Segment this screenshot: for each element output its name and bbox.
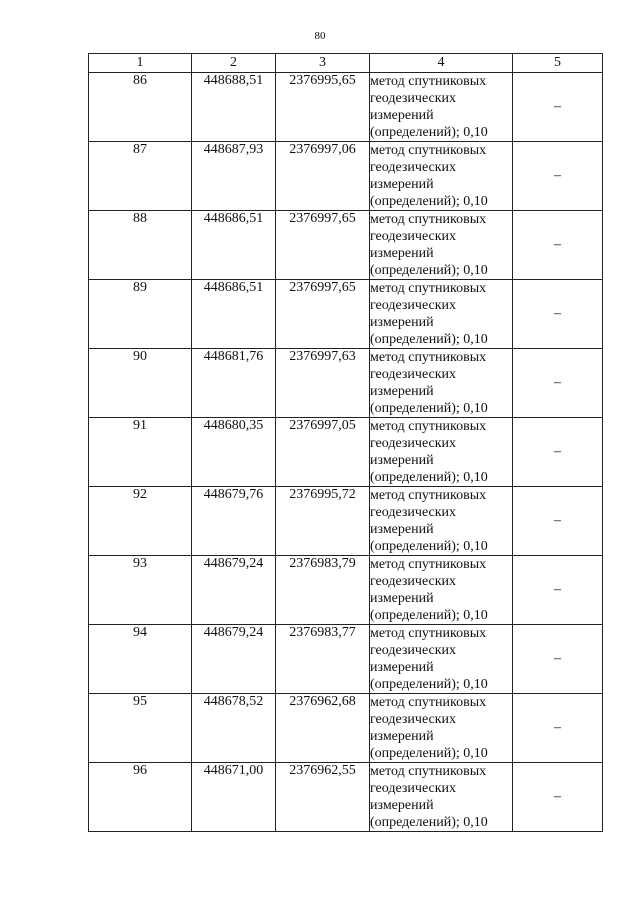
- point-number: 93: [89, 556, 192, 625]
- column-5-value: –: [513, 763, 603, 832]
- table-body: [89, 73, 603, 832]
- coordinate-x: 448686,51: [192, 211, 276, 280]
- column-5-value: –: [513, 73, 603, 142]
- column-5-value: –: [513, 349, 603, 418]
- method-description: метод спутниковых геодезических измерений (определений); 0,10: [370, 142, 513, 211]
- coordinate-y: 2376997,06: [276, 142, 370, 211]
- column-5-value: –: [513, 694, 603, 763]
- table-row: [89, 211, 603, 280]
- method-description: метод спутниковых геодезических измерений (определений); 0,10: [370, 211, 513, 280]
- method-description: метод спутниковых геодезических измерений (определений); 0,10: [370, 625, 513, 694]
- method-description: метод спутниковых геодезических измерений (определений); 0,10: [370, 73, 513, 142]
- table-row: [89, 349, 603, 418]
- coordinate-y: 2376962,68: [276, 694, 370, 763]
- table-row: [89, 280, 603, 349]
- method-description: метод спутниковых геодезических измерений (определений); 0,10: [370, 349, 513, 418]
- coordinate-y: 2376995,72: [276, 487, 370, 556]
- point-number: 86: [89, 73, 192, 142]
- coordinate-y: 2376983,79: [276, 556, 370, 625]
- table-row: [89, 142, 603, 211]
- coordinate-y: 2376997,65: [276, 211, 370, 280]
- point-number: 92: [89, 487, 192, 556]
- coordinate-y: 2376997,05: [276, 418, 370, 487]
- column-5-value: –: [513, 280, 603, 349]
- header-col-4: 4: [370, 54, 513, 73]
- point-number: 88: [89, 211, 192, 280]
- point-number: 89: [89, 280, 192, 349]
- table-row: [89, 763, 603, 832]
- table-row: [89, 625, 603, 694]
- method-description: метод спутниковых геодезических измерений (определений); 0,10: [370, 280, 513, 349]
- table-row: [89, 73, 603, 142]
- point-number: 95: [89, 694, 192, 763]
- header-col-5: 5: [513, 54, 603, 73]
- point-number: 91: [89, 418, 192, 487]
- coordinate-x: 448679,76: [192, 487, 276, 556]
- coordinate-x: 448687,93: [192, 142, 276, 211]
- coordinate-y: 2376997,63: [276, 349, 370, 418]
- column-5-value: –: [513, 211, 603, 280]
- column-5-value: –: [513, 556, 603, 625]
- column-5-value: –: [513, 418, 603, 487]
- table-row: [89, 487, 603, 556]
- header-col-1: 1: [89, 54, 192, 73]
- column-5-value: –: [513, 142, 603, 211]
- method-description: метод спутниковых геодезических измерений (определений); 0,10: [370, 694, 513, 763]
- coordinate-y: 2376983,77: [276, 625, 370, 694]
- coordinate-x: 448679,24: [192, 625, 276, 694]
- column-5-value: –: [513, 625, 603, 694]
- column-5-value: –: [513, 487, 603, 556]
- page-number: 80: [314, 30, 326, 42]
- coordinate-y: 2376962,55: [276, 763, 370, 832]
- method-description: метод спутниковых геодезических измерений (определений); 0,10: [370, 763, 513, 832]
- coordinates-table: [88, 53, 603, 832]
- point-number: 87: [89, 142, 192, 211]
- coordinate-x: 448680,35: [192, 418, 276, 487]
- method-description: метод спутниковых геодезических измерений (определений); 0,10: [370, 418, 513, 487]
- header-row: [89, 54, 603, 73]
- coordinate-x: 448686,51: [192, 280, 276, 349]
- coordinate-x: 448688,51: [192, 73, 276, 142]
- table-row: [89, 418, 603, 487]
- header-col-2: 2: [192, 54, 276, 73]
- coordinate-x: 448678,52: [192, 694, 276, 763]
- header-col-3: 3: [276, 54, 370, 73]
- coordinate-x: 448679,24: [192, 556, 276, 625]
- coordinate-x: 448681,76: [192, 349, 276, 418]
- point-number: 90: [89, 349, 192, 418]
- method-description: метод спутниковых геодезических измерений (определений); 0,10: [370, 487, 513, 556]
- table-row: [89, 694, 603, 763]
- point-number: 96: [89, 763, 192, 832]
- method-description: метод спутниковых геодезических измерений (определений); 0,10: [370, 556, 513, 625]
- coordinate-x: 448671,00: [192, 763, 276, 832]
- table-header: [89, 54, 603, 73]
- coordinate-y: 2376997,65: [276, 280, 370, 349]
- coordinate-y: 2376995,65: [276, 73, 370, 142]
- point-number: 94: [89, 625, 192, 694]
- table-row: [89, 556, 603, 625]
